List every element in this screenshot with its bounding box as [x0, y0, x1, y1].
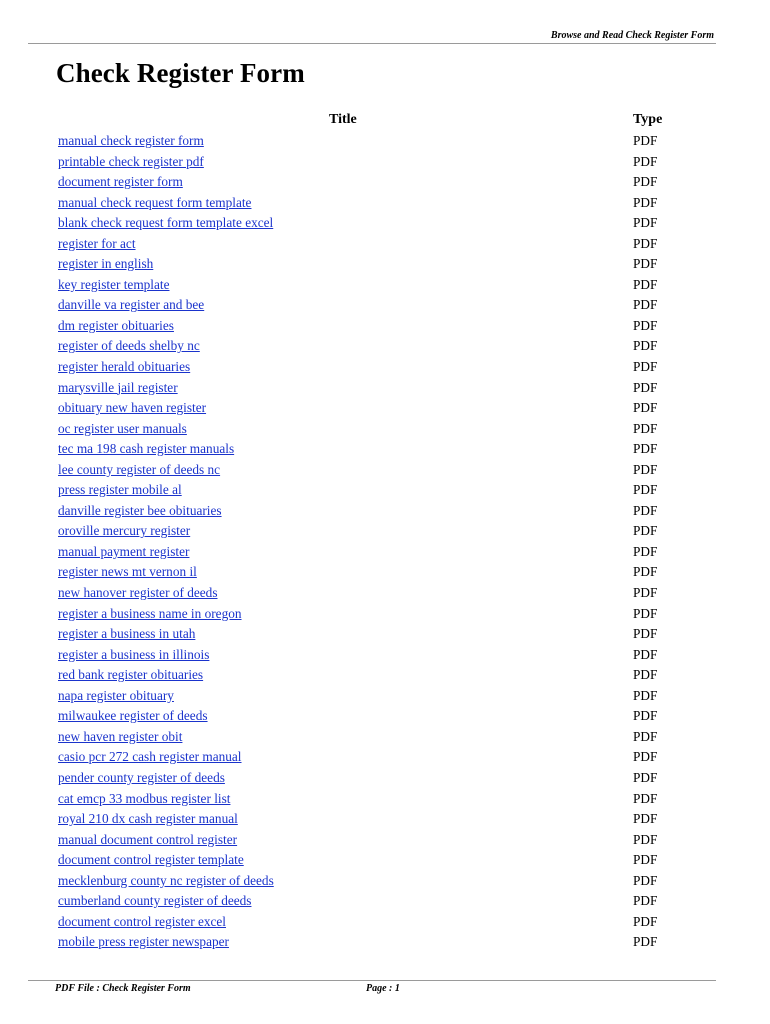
table-row	[0, 316, 770, 337]
document-link[interactable]: press register mobile al	[58, 482, 182, 498]
document-type: PDF	[633, 585, 658, 601]
document-link[interactable]: danville va register and bee	[58, 297, 205, 313]
table-row	[0, 295, 770, 316]
document-link[interactable]: tec ma 198 cash register manuals	[58, 441, 235, 457]
document-list	[0, 131, 770, 953]
table-row	[0, 624, 770, 645]
document-link[interactable]: register a business in utah	[58, 626, 196, 642]
table-row	[0, 152, 770, 173]
document-link[interactable]: printable check register pdf	[58, 153, 204, 169]
document-type: PDF	[633, 502, 658, 518]
table-row	[0, 172, 770, 193]
document-link[interactable]: mobile press register newspaper	[58, 934, 229, 950]
document-link[interactable]: manual check register form	[58, 133, 204, 148]
table-row	[0, 891, 770, 912]
document-link[interactable]: cumberland county register of deeds	[58, 893, 252, 909]
document-link[interactable]: royal 210 dx cash register manual	[58, 811, 238, 827]
footer-divider	[28, 980, 716, 981]
table-row	[0, 378, 770, 399]
table-row	[0, 830, 770, 851]
table-row	[0, 932, 770, 953]
document-link[interactable]: mecklenburg county nc register of deeds	[58, 872, 274, 888]
table-row	[0, 501, 770, 522]
document-type: PDF	[633, 359, 658, 375]
header-divider	[28, 43, 716, 44]
table-row	[0, 234, 770, 255]
document-type: PDF	[633, 256, 658, 272]
document-link[interactable]: register news mt vernon il	[58, 564, 197, 580]
document-link[interactable]: marysville jail register	[58, 379, 178, 395]
table-row	[0, 275, 770, 296]
table-row	[0, 131, 770, 152]
document-link[interactable]: dm register obituaries	[58, 317, 174, 333]
table-row	[0, 254, 770, 275]
column-header-type: Type	[633, 112, 663, 127]
document-type: PDF	[633, 646, 658, 662]
document-type: PDF	[633, 338, 658, 354]
document-type: PDF	[633, 790, 658, 806]
document-type: PDF	[633, 564, 658, 580]
table-row	[0, 727, 770, 748]
document-type: PDF	[633, 215, 658, 231]
table-row	[0, 357, 770, 378]
document-type: PDF	[633, 400, 658, 416]
document-type: PDF	[633, 461, 658, 477]
table-row	[0, 706, 770, 727]
document-type: PDF	[633, 708, 658, 724]
document-link[interactable]: document control register excel	[58, 913, 226, 929]
document-type: PDF	[633, 441, 658, 457]
document-link[interactable]: red bank register obituaries	[58, 667, 204, 683]
document-type: PDF	[633, 297, 658, 313]
document-type: PDF	[633, 667, 658, 683]
document-type: PDF	[633, 523, 658, 539]
document-link[interactable]: milwaukee register of deeds	[58, 708, 208, 724]
document-type: PDF	[633, 893, 658, 909]
document-type: PDF	[633, 728, 658, 744]
document-type: PDF	[633, 913, 658, 929]
page-title: Check Register Form	[56, 58, 305, 88]
table-row	[0, 460, 770, 481]
document-link[interactable]: key register template	[58, 276, 170, 292]
document-link[interactable]: napa register obituary	[58, 687, 174, 703]
document-type: PDF	[633, 276, 658, 292]
document-type: PDF	[633, 934, 658, 950]
document-link[interactable]: oc register user manuals	[58, 420, 187, 436]
document-type: PDF	[633, 769, 658, 785]
header-text: Browse and Read Check Register Form	[550, 30, 714, 41]
document-type: PDF	[633, 811, 658, 827]
document-link[interactable]: register for act	[58, 235, 136, 251]
table-row	[0, 336, 770, 357]
table-row	[0, 583, 770, 604]
table-row	[0, 521, 770, 542]
document-link[interactable]: document control register template	[58, 852, 244, 868]
table-row	[0, 562, 770, 583]
table-row	[0, 419, 770, 440]
document-link[interactable]: oroville mercury register	[58, 523, 191, 539]
table-row	[0, 213, 770, 234]
table-row	[0, 912, 770, 933]
document-link[interactable]: lee county register of deeds nc	[58, 461, 221, 477]
table-row	[0, 398, 770, 419]
table-row	[0, 542, 770, 563]
document-type: PDF	[633, 174, 658, 190]
document-type: PDF	[633, 482, 658, 498]
table-row	[0, 809, 770, 830]
document-link[interactable]: new hanover register of deeds	[58, 585, 218, 601]
document-link[interactable]: danville register bee obituaries	[58, 502, 222, 518]
table-row	[0, 850, 770, 871]
document-type: PDF	[633, 626, 658, 642]
document-link[interactable]: obituary new haven register	[58, 400, 207, 416]
document-type: PDF	[633, 605, 658, 621]
table-row	[0, 480, 770, 501]
document-link[interactable]: casio pcr 272 cash register manual	[58, 749, 242, 765]
table-row	[0, 686, 770, 707]
document-type: PDF	[633, 852, 658, 868]
document-link[interactable]: cat emcp 33 modbus register list	[58, 790, 231, 806]
document-link[interactable]: new haven register obit	[58, 728, 183, 744]
document-link[interactable]: register of deeds shelby nc	[58, 338, 200, 354]
document-type: PDF	[633, 831, 658, 847]
table-row	[0, 768, 770, 789]
document-type: PDF	[633, 420, 658, 436]
document-type: PDF	[633, 749, 658, 765]
document-link[interactable]: blank check request form template excel	[58, 215, 274, 231]
table-row	[0, 871, 770, 892]
document-link[interactable]: register a business in illinois	[58, 646, 210, 662]
table-row	[0, 665, 770, 686]
document-type: PDF	[633, 379, 658, 395]
document-type: PDF	[633, 194, 658, 210]
document-link[interactable]: pender county register of deeds	[58, 769, 225, 785]
document-link[interactable]: document register form	[58, 174, 183, 190]
document-link[interactable]: register a business name in oregon	[58, 605, 242, 621]
table-row	[0, 439, 770, 460]
document-link[interactable]: register herald obituaries	[58, 359, 191, 375]
footer-page-number: Page : 1	[366, 983, 400, 994]
document-type: PDF	[633, 133, 658, 148]
document-type: PDF	[633, 872, 658, 888]
document-link[interactable]: manual document control register	[58, 831, 238, 847]
document-link[interactable]: manual check request form template	[58, 194, 252, 210]
document-link[interactable]: manual payment register	[58, 543, 190, 559]
table-row	[0, 193, 770, 214]
document-type: PDF	[633, 317, 658, 333]
document-type: PDF	[633, 543, 658, 559]
table-row	[0, 747, 770, 768]
document-type: PDF	[633, 687, 658, 703]
table-row	[0, 789, 770, 810]
document-link[interactable]: register in english	[58, 256, 154, 272]
table-row	[0, 645, 770, 666]
footer-file-label: PDF File : Check Register Form	[55, 983, 191, 994]
document-type: PDF	[633, 235, 658, 251]
table-row	[0, 604, 770, 625]
column-header-title: Title	[329, 112, 357, 127]
document-type: PDF	[633, 153, 658, 169]
